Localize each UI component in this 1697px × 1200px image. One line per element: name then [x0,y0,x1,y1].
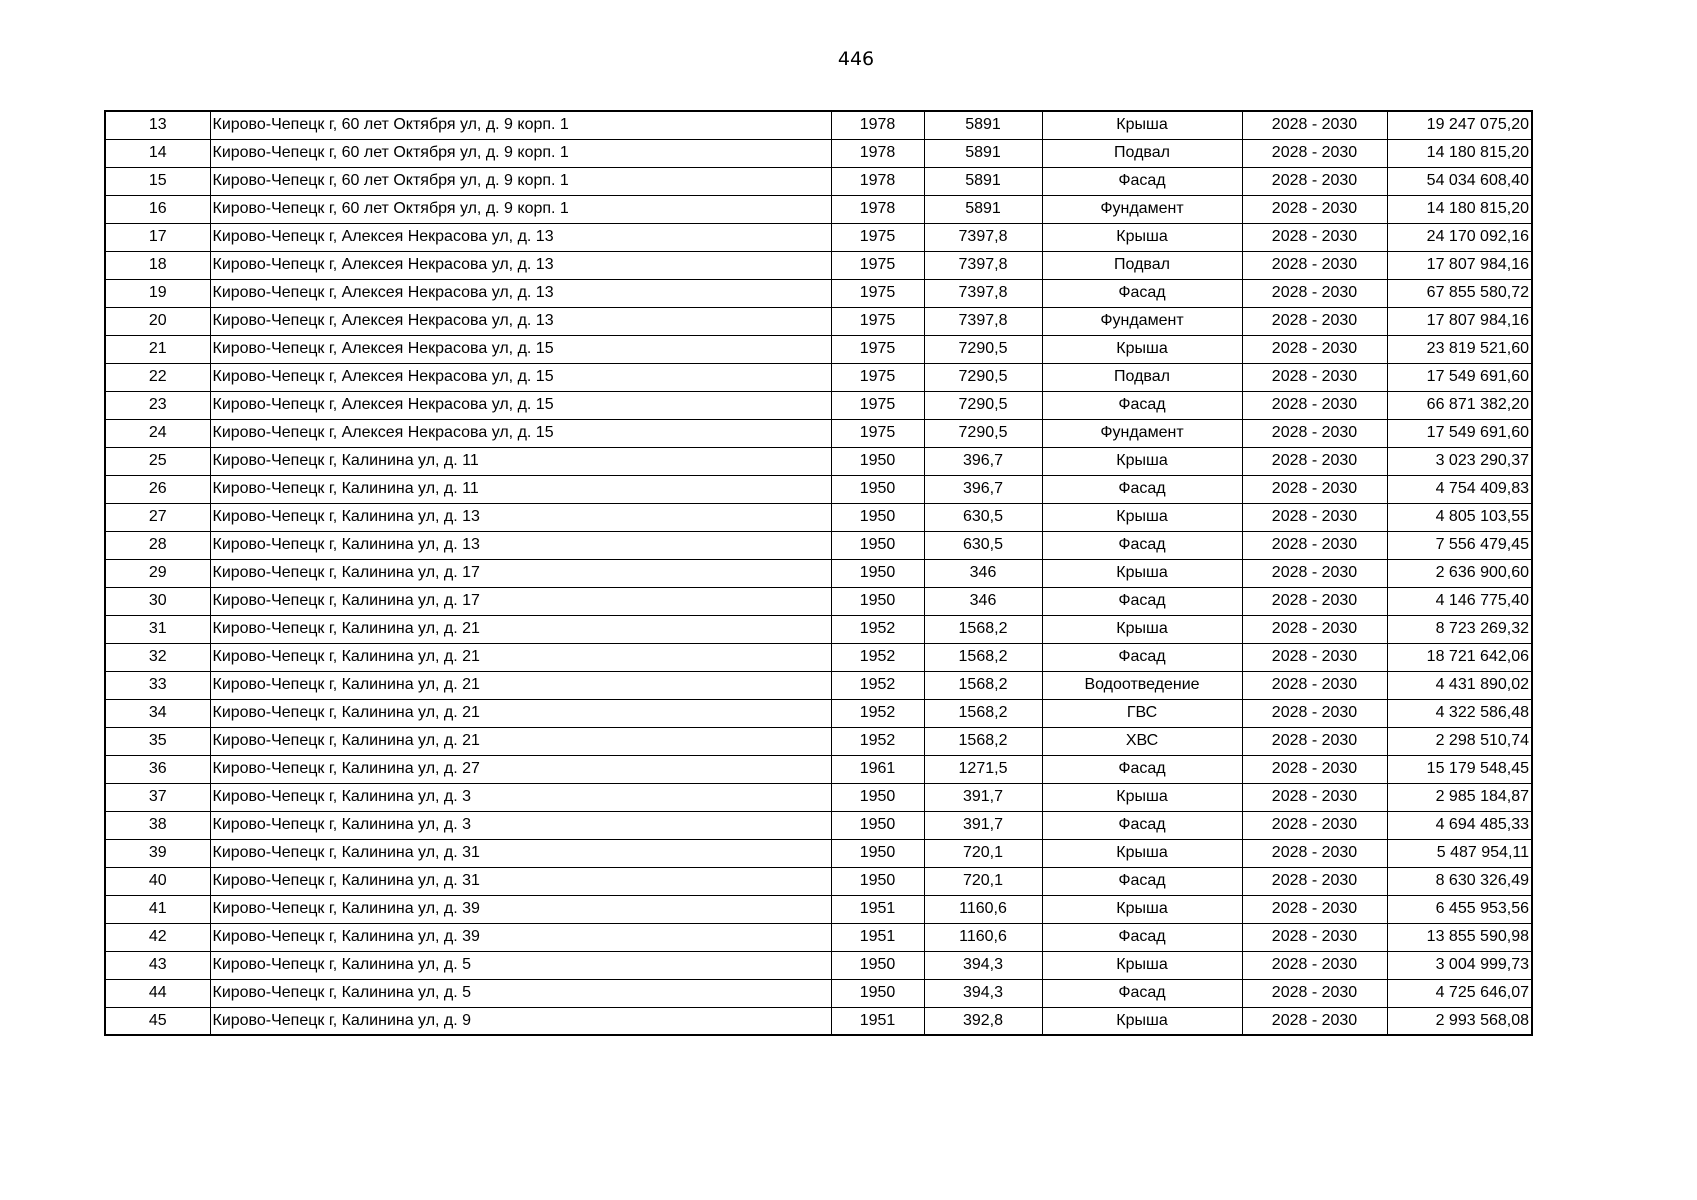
build-year-cell: 1975 [831,363,924,391]
cost-cell: 14 180 815,20 [1387,195,1532,223]
area-cell: 7290,5 [924,391,1042,419]
row-number-cell: 20 [105,307,210,335]
period-cell: 2028 - 2030 [1242,279,1387,307]
table-row [105,643,1532,671]
period-cell: 2028 - 2030 [1242,335,1387,363]
row-number-cell: 43 [105,951,210,979]
area-cell: 391,7 [924,811,1042,839]
build-year-cell: 1950 [831,559,924,587]
table-row [105,503,1532,531]
area-cell: 396,7 [924,447,1042,475]
area-cell: 396,7 [924,475,1042,503]
build-year-cell: 1950 [831,475,924,503]
row-number-cell: 41 [105,895,210,923]
table-row [105,139,1532,167]
row-number-cell: 29 [105,559,210,587]
address-cell: Кирово-Чепецк г, 60 лет Октября ул, д. 9 корп. 1 [210,195,831,223]
row-number-cell: 13 [105,111,210,139]
table-row [105,699,1532,727]
cost-cell: 67 855 580,72 [1387,279,1532,307]
build-year-cell: 1975 [831,419,924,447]
row-number-cell: 18 [105,251,210,279]
row-number-cell: 44 [105,979,210,1007]
build-year-cell: 1952 [831,615,924,643]
period-cell: 2028 - 2030 [1242,671,1387,699]
build-year-cell: 1975 [831,223,924,251]
address-cell: Кирово-Чепецк г, Калинина ул, д. 21 [210,643,831,671]
area-cell: 5891 [924,167,1042,195]
build-year-cell: 1975 [831,391,924,419]
period-cell: 2028 - 2030 [1242,167,1387,195]
row-number-cell: 31 [105,615,210,643]
period-cell: 2028 - 2030 [1242,559,1387,587]
area-cell: 7290,5 [924,419,1042,447]
row-number-cell: 30 [105,587,210,615]
table-row [105,979,1532,1007]
address-cell: Кирово-Чепецк г, Алексея Некрасова ул, д. 15 [210,363,831,391]
table-row [105,531,1532,559]
period-cell: 2028 - 2030 [1242,447,1387,475]
period-cell: 2028 - 2030 [1242,251,1387,279]
cost-cell: 2 636 900,60 [1387,559,1532,587]
row-number-cell: 16 [105,195,210,223]
cost-cell: 7 556 479,45 [1387,531,1532,559]
work-type-cell: Фасад [1042,867,1242,895]
work-type-cell: Фасад [1042,475,1242,503]
work-type-cell: Водоотведение [1042,671,1242,699]
row-number-cell: 27 [105,503,210,531]
address-cell: Кирово-Чепецк г, Алексея Некрасова ул, д. 13 [210,251,831,279]
address-cell: Кирово-Чепецк г, Алексея Некрасова ул, д. 15 [210,335,831,363]
address-cell: Кирово-Чепецк г, Алексея Некрасова ул, д. 15 [210,391,831,419]
page-number: 446 [837,48,875,70]
work-type-cell: ХВС [1042,727,1242,755]
row-number-cell: 36 [105,755,210,783]
build-year-cell: 1952 [831,671,924,699]
period-cell: 2028 - 2030 [1242,503,1387,531]
table-row [105,1007,1532,1035]
cost-cell: 5 487 954,11 [1387,839,1532,867]
work-type-cell: Подвал [1042,139,1242,167]
row-number-cell: 26 [105,475,210,503]
period-cell: 2028 - 2030 [1242,531,1387,559]
period-cell: 2028 - 2030 [1242,727,1387,755]
cost-cell: 23 819 521,60 [1387,335,1532,363]
work-type-cell: Фасад [1042,587,1242,615]
area-cell: 394,3 [924,951,1042,979]
period-cell: 2028 - 2030 [1242,699,1387,727]
cost-cell: 4 431 890,02 [1387,671,1532,699]
work-type-cell: Крыша [1042,839,1242,867]
table-row [105,811,1532,839]
period-cell: 2028 - 2030 [1242,923,1387,951]
row-number-cell: 35 [105,727,210,755]
table-row [105,419,1532,447]
work-type-cell: ГВС [1042,699,1242,727]
row-number-cell: 21 [105,335,210,363]
row-number-cell: 25 [105,447,210,475]
build-year-cell: 1950 [831,839,924,867]
row-number-cell: 39 [105,839,210,867]
work-type-cell: Крыша [1042,559,1242,587]
cost-cell: 54 034 608,40 [1387,167,1532,195]
area-cell: 392,8 [924,1007,1042,1035]
table-row [105,307,1532,335]
period-cell: 2028 - 2030 [1242,755,1387,783]
table-row [105,671,1532,699]
table-row [105,923,1532,951]
cost-cell: 4 754 409,83 [1387,475,1532,503]
period-cell: 2028 - 2030 [1242,223,1387,251]
work-type-cell: Крыша [1042,615,1242,643]
cost-cell: 2 298 510,74 [1387,727,1532,755]
cost-cell: 17 807 984,16 [1387,251,1532,279]
table-row [105,867,1532,895]
build-year-cell: 1978 [831,139,924,167]
period-cell: 2028 - 2030 [1242,111,1387,139]
row-number-cell: 37 [105,783,210,811]
row-number-cell: 42 [105,923,210,951]
table-row [105,223,1532,251]
work-type-cell: Подвал [1042,363,1242,391]
row-number-cell: 28 [105,531,210,559]
build-year-cell: 1975 [831,335,924,363]
period-cell: 2028 - 2030 [1242,1007,1387,1035]
row-number-cell: 17 [105,223,210,251]
cost-cell: 3 023 290,37 [1387,447,1532,475]
table-row [105,167,1532,195]
build-year-cell: 1951 [831,1007,924,1035]
build-year-cell: 1952 [831,643,924,671]
table-row [105,587,1532,615]
build-year-cell: 1975 [831,279,924,307]
cost-cell: 14 180 815,20 [1387,139,1532,167]
period-cell: 2028 - 2030 [1242,391,1387,419]
cost-cell: 24 170 092,16 [1387,223,1532,251]
address-cell: Кирово-Чепецк г, Калинина ул, д. 31 [210,839,831,867]
work-type-cell: Крыша [1042,447,1242,475]
period-cell: 2028 - 2030 [1242,643,1387,671]
address-cell: Кирово-Чепецк г, Калинина ул, д. 31 [210,867,831,895]
build-year-cell: 1950 [831,587,924,615]
work-type-cell: Крыша [1042,951,1242,979]
address-cell: Кирово-Чепецк г, Алексея Некрасова ул, д. 13 [210,279,831,307]
row-number-cell: 34 [105,699,210,727]
area-cell: 346 [924,559,1042,587]
area-cell: 1160,6 [924,895,1042,923]
build-year-cell: 1950 [831,867,924,895]
area-cell: 720,1 [924,839,1042,867]
table-row [105,279,1532,307]
area-cell: 5891 [924,139,1042,167]
work-type-cell: Фасад [1042,167,1242,195]
cost-cell: 3 004 999,73 [1387,951,1532,979]
work-type-cell: Крыша [1042,1007,1242,1035]
area-cell: 346 [924,587,1042,615]
work-type-cell: Фасад [1042,979,1242,1007]
build-year-cell: 1950 [831,503,924,531]
work-type-cell: Подвал [1042,251,1242,279]
build-year-cell: 1975 [831,251,924,279]
build-year-cell: 1952 [831,727,924,755]
area-cell: 630,5 [924,503,1042,531]
table-row [105,391,1532,419]
work-type-cell: Фасад [1042,391,1242,419]
cost-cell: 4 146 775,40 [1387,587,1532,615]
period-cell: 2028 - 2030 [1242,139,1387,167]
row-number-cell: 15 [105,167,210,195]
area-cell: 5891 [924,111,1042,139]
table-row [105,559,1532,587]
address-cell: Кирово-Чепецк г, 60 лет Октября ул, д. 9 корп. 1 [210,139,831,167]
row-number-cell: 32 [105,643,210,671]
address-cell: Кирово-Чепецк г, Калинина ул, д. 17 [210,587,831,615]
table-row [105,111,1532,139]
build-year-cell: 1978 [831,167,924,195]
cost-cell: 15 179 548,45 [1387,755,1532,783]
cost-cell: 8 723 269,32 [1387,615,1532,643]
area-cell: 1568,2 [924,643,1042,671]
area-cell: 630,5 [924,531,1042,559]
address-cell: Кирово-Чепецк г, Калинина ул, д. 21 [210,671,831,699]
address-cell: Кирово-Чепецк г, Калинина ул, д. 13 [210,531,831,559]
cost-cell: 6 455 953,56 [1387,895,1532,923]
area-cell: 720,1 [924,867,1042,895]
address-cell: Кирово-Чепецк г, Калинина ул, д. 39 [210,923,831,951]
address-cell: Кирово-Чепецк г, Калинина ул, д. 21 [210,699,831,727]
build-year-cell: 1975 [831,307,924,335]
cost-cell: 2 985 184,87 [1387,783,1532,811]
address-cell: Кирово-Чепецк г, Алексея Некрасова ул, д. 13 [210,307,831,335]
work-type-cell: Фундамент [1042,195,1242,223]
period-cell: 2028 - 2030 [1242,783,1387,811]
table-row [105,783,1532,811]
work-type-cell: Фасад [1042,531,1242,559]
period-cell: 2028 - 2030 [1242,419,1387,447]
period-cell: 2028 - 2030 [1242,195,1387,223]
row-number-cell: 33 [105,671,210,699]
cost-cell: 4 694 485,33 [1387,811,1532,839]
period-cell: 2028 - 2030 [1242,363,1387,391]
area-cell: 1568,2 [924,615,1042,643]
work-type-cell: Крыша [1042,223,1242,251]
work-type-cell: Фасад [1042,643,1242,671]
table-row [105,335,1532,363]
address-cell: Кирово-Чепецк г, Алексея Некрасова ул, д. 13 [210,223,831,251]
build-year-cell: 1978 [831,111,924,139]
period-cell: 2028 - 2030 [1242,867,1387,895]
row-number-cell: 23 [105,391,210,419]
row-number-cell: 38 [105,811,210,839]
work-type-cell: Крыша [1042,335,1242,363]
cost-cell: 13 855 590,98 [1387,923,1532,951]
cost-cell: 2 993 568,08 [1387,1007,1532,1035]
address-cell: Кирово-Чепецк г, Калинина ул, д. 5 [210,951,831,979]
period-cell: 2028 - 2030 [1242,307,1387,335]
cost-cell: 66 871 382,20 [1387,391,1532,419]
address-cell: Кирово-Чепецк г, Калинина ул, д. 17 [210,559,831,587]
row-number-cell: 19 [105,279,210,307]
address-cell: Кирово-Чепецк г, Калинина ул, д. 3 [210,811,831,839]
table-row [105,895,1532,923]
cost-cell: 17 549 691,60 [1387,419,1532,447]
address-cell: Кирово-Чепецк г, 60 лет Октября ул, д. 9 корп. 1 [210,167,831,195]
period-cell: 2028 - 2030 [1242,615,1387,643]
cost-cell: 17 807 984,16 [1387,307,1532,335]
build-year-cell: 1961 [831,755,924,783]
build-year-cell: 1951 [831,923,924,951]
table-row [105,251,1532,279]
table-row [105,727,1532,755]
cost-cell: 18 721 642,06 [1387,643,1532,671]
row-number-cell: 45 [105,1007,210,1035]
period-cell: 2028 - 2030 [1242,951,1387,979]
area-cell: 391,7 [924,783,1042,811]
build-year-cell: 1952 [831,699,924,727]
table-row [105,839,1532,867]
row-number-cell: 40 [105,867,210,895]
area-cell: 1568,2 [924,727,1042,755]
address-cell: Кирово-Чепецк г, Алексея Некрасова ул, д. 15 [210,419,831,447]
build-year-cell: 1950 [831,531,924,559]
area-cell: 394,3 [924,979,1042,1007]
work-type-cell: Фундамент [1042,419,1242,447]
address-cell: Кирово-Чепецк г, Калинина ул, д. 11 [210,475,831,503]
area-cell: 1568,2 [924,699,1042,727]
area-cell: 1568,2 [924,671,1042,699]
address-cell: Кирово-Чепецк г, Калинина ул, д. 39 [210,895,831,923]
area-cell: 7397,8 [924,279,1042,307]
table-row [105,475,1532,503]
work-type-cell: Фасад [1042,811,1242,839]
area-cell: 7397,8 [924,307,1042,335]
cost-cell: 19 247 075,20 [1387,111,1532,139]
build-year-cell: 1950 [831,447,924,475]
cost-cell: 4 805 103,55 [1387,503,1532,531]
area-cell: 1271,5 [924,755,1042,783]
build-year-cell: 1950 [831,951,924,979]
address-cell: Кирово-Чепецк г, Калинина ул, д. 3 [210,783,831,811]
table-row [105,363,1532,391]
build-year-cell: 1950 [831,783,924,811]
work-type-cell: Фасад [1042,279,1242,307]
work-type-cell: Фундамент [1042,307,1242,335]
repair-schedule-table [104,110,1533,1036]
cost-cell: 4 725 646,07 [1387,979,1532,1007]
build-year-cell: 1950 [831,811,924,839]
period-cell: 2028 - 2030 [1242,979,1387,1007]
table-row [105,447,1532,475]
address-cell: Кирово-Чепецк г, Калинина ул, д. 13 [210,503,831,531]
table-row [105,195,1532,223]
row-number-cell: 22 [105,363,210,391]
table-row [105,951,1532,979]
cost-cell: 4 322 586,48 [1387,699,1532,727]
area-cell: 5891 [924,195,1042,223]
work-type-cell: Крыша [1042,783,1242,811]
area-cell: 7397,8 [924,223,1042,251]
period-cell: 2028 - 2030 [1242,839,1387,867]
work-type-cell: Фасад [1042,923,1242,951]
address-cell: Кирово-Чепецк г, Калинина ул, д. 9 [210,1007,831,1035]
period-cell: 2028 - 2030 [1242,475,1387,503]
work-type-cell: Крыша [1042,895,1242,923]
build-year-cell: 1951 [831,895,924,923]
table-body [105,111,1532,1035]
build-year-cell: 1950 [831,979,924,1007]
table-row [105,755,1532,783]
period-cell: 2028 - 2030 [1242,895,1387,923]
period-cell: 2028 - 2030 [1242,587,1387,615]
period-cell: 2028 - 2030 [1242,811,1387,839]
work-type-cell: Крыша [1042,111,1242,139]
address-cell: Кирово-Чепецк г, Калинина ул, д. 21 [210,615,831,643]
area-cell: 7290,5 [924,335,1042,363]
work-type-cell: Крыша [1042,503,1242,531]
build-year-cell: 1978 [831,195,924,223]
address-cell: Кирово-Чепецк г, 60 лет Октября ул, д. 9 корп. 1 [210,111,831,139]
area-cell: 7290,5 [924,363,1042,391]
address-cell: Кирово-Чепецк г, Калинина ул, д. 11 [210,447,831,475]
area-cell: 7397,8 [924,251,1042,279]
area-cell: 1160,6 [924,923,1042,951]
work-type-cell: Фасад [1042,755,1242,783]
table-row [105,615,1532,643]
address-cell: Кирово-Чепецк г, Калинина ул, д. 21 [210,727,831,755]
row-number-cell: 14 [105,139,210,167]
row-number-cell: 24 [105,419,210,447]
cost-cell: 8 630 326,49 [1387,867,1532,895]
address-cell: Кирово-Чепецк г, Калинина ул, д. 5 [210,979,831,1007]
cost-cell: 17 549 691,60 [1387,363,1532,391]
address-cell: Кирово-Чепецк г, Калинина ул, д. 27 [210,755,831,783]
